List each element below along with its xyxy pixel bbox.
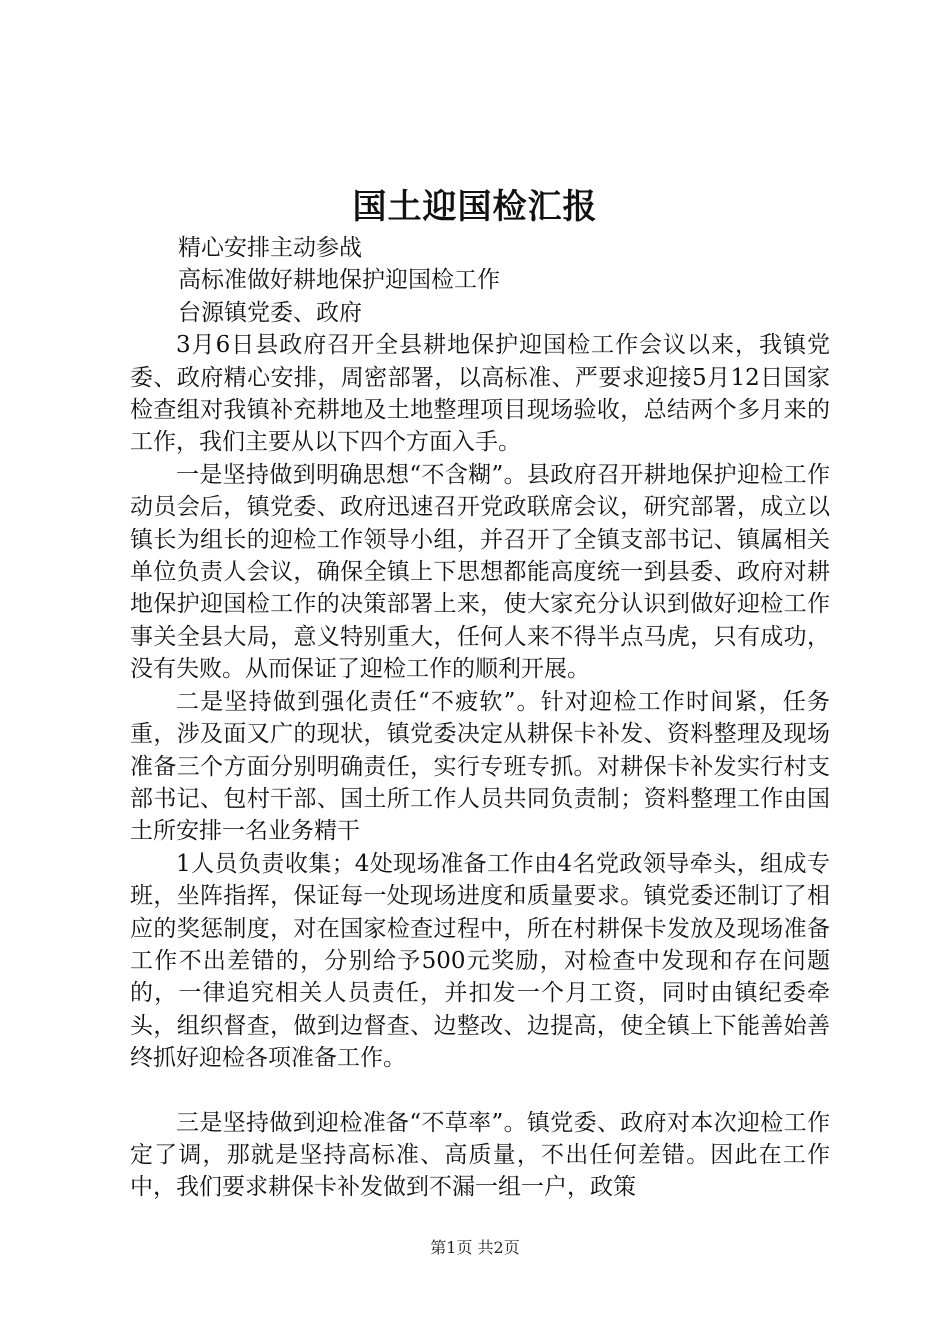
document-body: [130, 232, 830, 1204]
document-title: 国土迎国检汇报: [352, 187, 598, 227]
subtitle-line: 台源镇党委、政府: [178, 299, 362, 326]
body-paragraph: 1人员负责收集；4处现场准备工作由4名党政领导牵头，组成专班，坐阵指挥，保证每一处现场进度和质量要求。镇党委还制订了相应的奖惩制度，对在国家检查过程中，所在村耕保卡发放及现场准备工作不出差错的，分别给予500元奖励，对检查中发现和存在问题的，一律追究相关人员责任，并扣发一个月工资，同时由镇纪委牵头，组织督查，做到边督查、边整改、边提高，使全镇上下能善始善终抓好迎检各项准备工作。: [130, 850, 830, 1072]
body-paragraph: 二是坚持做到强化责任“不疲软”。针对迎检工作时间紧，任务重，涉及面又广的现状，镇党委决定从耕保卡补发、资料整理及现场准备三个方面分别明确责任，实行专班专抓。对耕保卡补发实行村支部书记、包村干部、国土所工作人员共同负责制；资料整理工作由国土所安排一名业务精干: [130, 688, 830, 845]
subtitle-line: 高标准做好耕地保护迎国检工作: [178, 267, 500, 294]
body-paragraph: 3月6日县政府召开全县耕地保护迎国检工作会议以来，我镇党委、政府精心安排，周密部署，以高标准、严要求迎接5月12日国家检查组对我镇补充耕地及土地整理项目现场验收，总结两个多月来的工作，我们主要从以下四个方面入手。: [130, 332, 830, 456]
paragraph-spacer: [130, 1075, 830, 1107]
body-paragraph: 三是坚持做到迎检准备“不草率”。镇党委、政府对本次迎检工作定了调，那就是坚持高标准、高质量，不出任何差错。因此在工作中，我们要求耕保卡补发做到不漏一组一户，政策: [130, 1109, 830, 1201]
page-footer: 第1页 共2页: [430, 1238, 520, 1257]
subtitle-line: 精心安排主动参战: [178, 235, 362, 261]
body-paragraph: 一是坚持做到明确思想“不含糊”。县政府召开耕地保护迎检工作动员会后，镇党委、政府迅速召开党政联席会议，研究部署，成立以镇长为组长的迎检工作领导小组，并召开了全镇支部书记、镇属相关单位负责人会议，确保全镇上下思想都能高度统一到县委、政府对耕地保护迎国检工作的决策部署上来，使大家充分认识到做好迎检工作事关全县大局，意义特别重大，任何人来不得半点马虎，只有成功，没有失败。从而保证了迎检工作的顺利开展。: [130, 461, 830, 683]
